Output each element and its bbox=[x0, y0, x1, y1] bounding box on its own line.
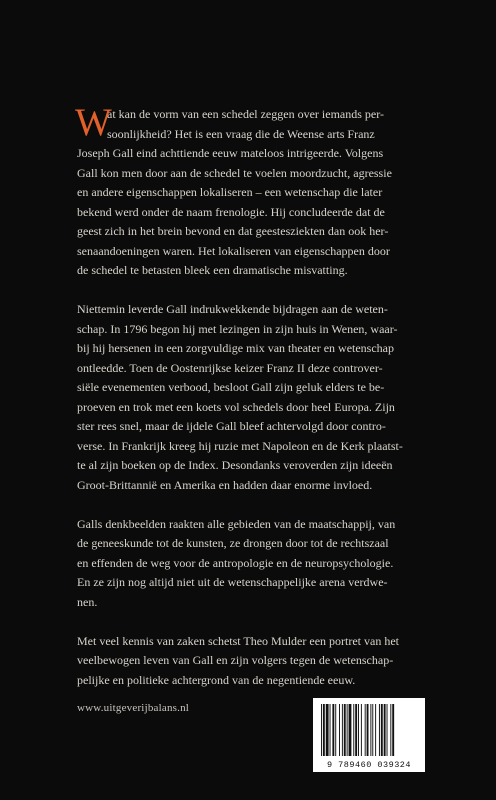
text-line: veelbewogen leven van Gall en zijn volgers tegen de wetenschap- bbox=[77, 653, 394, 667]
barcode-bar bbox=[390, 704, 391, 756]
text-line: en effenden de weg voor de antropologie en de neuropsychologie. bbox=[77, 555, 394, 570]
publisher-website-link[interactable]: www.uitgeverijbalans.nl bbox=[77, 702, 190, 714]
barcode-bar bbox=[342, 704, 343, 756]
barcode-bar bbox=[384, 704, 386, 756]
text-line: soonlijkheid? Het is een vraag die de Weense arts Franz bbox=[107, 126, 375, 141]
text-line: Galls denkbeelden raakten alle gebieden van de maatschappij, van bbox=[77, 516, 396, 531]
text-line: Gall kon men door aan de schedel te voelen moordzucht, agressie bbox=[77, 165, 392, 180]
paragraph-3 bbox=[77, 515, 417, 613]
text-line: en andere eigenschappen lokaliseren – een wetenschap die later bbox=[77, 185, 383, 199]
blurb-text bbox=[75, 101, 417, 710]
barcode-bar bbox=[370, 704, 371, 756]
isbn-digits: 9 789460 039324 bbox=[326, 760, 411, 770]
barcode-bar bbox=[365, 704, 366, 756]
barcode-bar bbox=[381, 704, 383, 756]
text-line: bij hij hersenen in een zorgvuldige mix van theater en wetenschap bbox=[77, 341, 395, 355]
barcode-bar bbox=[332, 704, 334, 756]
text-line: bekend werd onder de naam frenologie. Hij concludeerde dat de bbox=[77, 204, 385, 219]
barcode-bar bbox=[355, 704, 357, 756]
text-line: Groot-Brittannië en Amerika en hadden daar enorme invloed. bbox=[77, 477, 373, 492]
barcode-bar bbox=[344, 704, 346, 756]
paragraph-4 bbox=[77, 632, 417, 691]
barcode-bar bbox=[375, 704, 376, 756]
barcode-bar bbox=[349, 704, 352, 756]
text-line: de schedel te betasten bleek een dramatische misvatting. bbox=[77, 263, 348, 277]
barcode-bar bbox=[339, 704, 340, 756]
text-line: proeven en trok met een koets vol schedels door heel Europa. Zijn bbox=[77, 399, 395, 414]
barcode-bar bbox=[353, 704, 354, 756]
text-line: geest zich in het brein bevond en dat geestesziekten dan ook her- bbox=[77, 224, 389, 238]
barcode-bar bbox=[330, 704, 331, 756]
barcode-bar bbox=[372, 704, 373, 756]
barcode-bar bbox=[323, 704, 325, 756]
text-line: senaandoeningen waren. Het lokaliseren van eigenschappen door bbox=[77, 243, 390, 258]
text-line: schap. In 1796 begon hij met lezingen in zijn huis in Wenen, waar- bbox=[77, 321, 398, 336]
barcode-bars bbox=[319, 704, 419, 758]
paragraph-2 bbox=[77, 300, 417, 495]
barcode-bar bbox=[392, 704, 394, 756]
barcode-bar bbox=[367, 704, 369, 756]
text-line: Niettemin leverde Gall indrukwekkende bijdragen aan de weten- bbox=[77, 302, 388, 316]
barcode-bar bbox=[358, 704, 359, 756]
text-line: Met veel kennis van zaken schetst Theo Mulder een portret van het bbox=[77, 633, 400, 648]
barcode-bar bbox=[321, 704, 322, 756]
line-text: at kan de vorm van een schedel zeggen over iemands per- bbox=[107, 107, 384, 121]
text-line: te al zijn boeken op de Index. Desondanks veroverden zijn ideeën bbox=[77, 458, 393, 472]
barcode-bar bbox=[387, 704, 388, 756]
text-line: de geneeskunde tot de kunsten, ze drongen door tot de rechtszaal bbox=[77, 536, 389, 550]
text-line: ster rees snel, maar de ijdele Gall bleef achtervolgd door contro- bbox=[77, 419, 386, 433]
text-line: ontleedde. Toen de Oostenrijkse keizer Franz II deze controver- bbox=[77, 360, 383, 375]
text-line: Joseph Gall eind achttiende eeuw mateloos intrigeerde. Volgens bbox=[77, 146, 384, 160]
barcode-bar bbox=[335, 704, 336, 756]
text-line: verse. In Frankrijk kreeg hij ruzie met Napoleon en de Kerk plaatst- bbox=[77, 438, 403, 453]
drop-cap: W bbox=[75, 101, 112, 144]
text-line: En ze zijn nog altijd niet uit de wetenschappelijke arena verdwe- bbox=[77, 575, 388, 589]
text-line: nen. bbox=[77, 594, 98, 609]
text-line: pelijke en politieke achtergrond van de negentiende eeuw. bbox=[77, 672, 356, 687]
paragraph-1 bbox=[75, 101, 417, 281]
isbn-barcode bbox=[313, 698, 425, 772]
text-line: siële evenementen verbood, besloot Gall zijn geluk elders te be- bbox=[77, 380, 385, 394]
barcode-bar bbox=[361, 704, 362, 756]
barcode-bar bbox=[347, 704, 348, 756]
barcode-bar bbox=[379, 704, 380, 756]
barcode-bar bbox=[326, 704, 329, 756]
